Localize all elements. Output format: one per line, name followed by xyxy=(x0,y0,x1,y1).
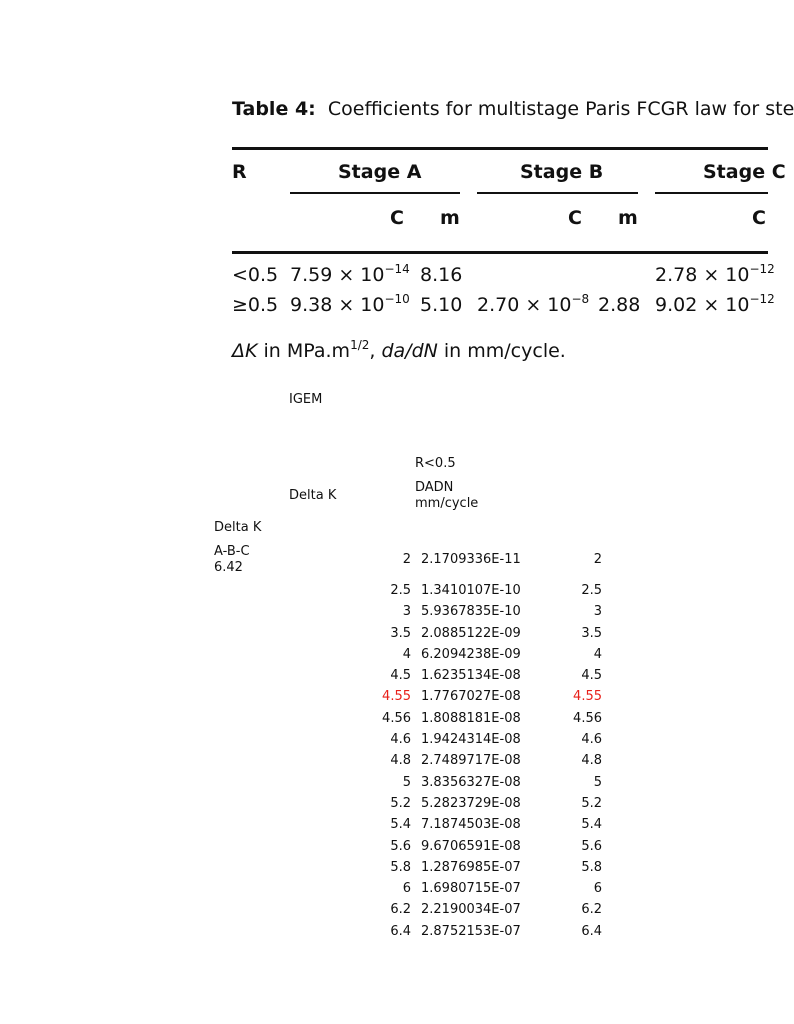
delta-k-repeat-cell: 2.5 xyxy=(581,583,602,598)
delta-k-cell: 5.8 xyxy=(390,860,411,875)
dadn-cell: 2.0885122E-09 xyxy=(421,626,521,641)
dadn-cell: 9.6706591E-08 xyxy=(421,839,521,854)
table-header-rule xyxy=(232,251,768,254)
header-b-c: C xyxy=(568,207,582,229)
delta-k-repeat-cell: 4.8 xyxy=(581,753,602,768)
dadn-cell: 1.7767027E-08 xyxy=(421,689,521,704)
delta-k-repeat-cell: 5.4 xyxy=(581,817,602,832)
delta-k-cell: 3 xyxy=(402,604,411,619)
stage-a-underline xyxy=(290,192,460,194)
row1-a-c: $7.59 \times 10^{-14}$ xyxy=(290,262,410,286)
dadn-cell: 5.9367835E-10 xyxy=(421,604,521,619)
table-caption xyxy=(232,98,794,120)
row2-a-m: 5.10 xyxy=(420,294,463,316)
caption-label: Table 4: xyxy=(232,98,316,120)
delta-k-cell: 2 xyxy=(402,552,411,567)
delta-k-repeat-cell: 6.2 xyxy=(581,902,602,917)
row2-a-c: $9.38 \times 10^{-10}$ xyxy=(290,292,410,316)
delta-k-cell: 4.5 xyxy=(390,668,411,683)
delta-k-cell: 3.5 xyxy=(390,626,411,641)
dadn-cell: 2.1709336E-11 xyxy=(421,552,521,567)
dadn-cell: 1.9424314E-08 xyxy=(421,732,521,747)
delta-k-repeat-cell: 2 xyxy=(593,552,602,567)
delta-k-cell: 4 xyxy=(402,647,411,662)
row2-c-c: $9.02 \times 10^{-12}$ xyxy=(655,292,775,316)
delta-k-cell: 4.55 xyxy=(382,689,411,704)
dadn-cell: 2.2190034E-07 xyxy=(421,902,521,917)
abc-label: A-B-C xyxy=(214,544,250,559)
header-stage-a: Stage A xyxy=(338,161,422,183)
dadn-cell: 5.2823729E-08 xyxy=(421,796,521,811)
header-a-c: C xyxy=(390,207,404,229)
caption-text: Coefficients for multistage Paris FCGR law for ste xyxy=(327,98,794,120)
delta-k-repeat-cell: 5.2 xyxy=(581,796,602,811)
delta-k-cell: 5.2 xyxy=(390,796,411,811)
dadn-cell: 2.8752153E-07 xyxy=(421,924,521,939)
delta-k-cell: 5.6 xyxy=(390,839,411,854)
igem-label: IGEM xyxy=(289,392,323,407)
delta-k-repeat-cell: 6.4 xyxy=(581,924,602,939)
dadn-header-line2: mm/cycle xyxy=(415,496,479,511)
stage-c-underline xyxy=(655,192,768,194)
delta-k-cell: 4.56 xyxy=(382,711,411,726)
header-stage-b: Stage B xyxy=(520,161,604,183)
r-label: R<0.5 xyxy=(415,456,456,471)
row1-c-c: $2.78 \times 10^{-12}$ xyxy=(655,262,775,286)
dadn-cell: 1.3410107E-10 xyxy=(421,583,521,598)
delta-k-repeat-cell: 5 xyxy=(593,775,602,790)
delta-k-repeat-cell: 3.5 xyxy=(581,626,602,641)
delta-k-side-label: Delta K xyxy=(214,520,262,535)
delta-k-cell: 4.6 xyxy=(390,732,411,747)
dadn-cell: 6.2094238E-09 xyxy=(421,647,521,662)
delta-k-repeat-cell: 5.6 xyxy=(581,839,602,854)
delta-k-repeat-cell: 4.5 xyxy=(581,668,602,683)
header-r: R xyxy=(232,161,247,183)
delta-k-repeat-cell: 3 xyxy=(593,604,602,619)
dadn-cell: 1.6980715E-07 xyxy=(421,881,521,896)
row1-a-m: 8.16 xyxy=(420,264,463,286)
delta-k-cell: 5.4 xyxy=(390,817,411,832)
delta-k-cell: 6.2 xyxy=(390,902,411,917)
header-b-m: m xyxy=(618,207,638,229)
delta-k-repeat-cell: 6 xyxy=(593,881,602,896)
delta-k-cell: 6 xyxy=(402,881,411,896)
dadn-cell: 2.7489717E-08 xyxy=(421,753,521,768)
row2-b-c: $2.70 \times 10^{-8}$ xyxy=(477,292,590,316)
row1-r: <0.5 xyxy=(232,264,279,286)
delta-k-repeat-cell: 4 xyxy=(593,647,602,662)
dadn-cell: 1.2876985E-07 xyxy=(421,860,521,875)
dadn-cell: 1.6235134E-08 xyxy=(421,668,521,683)
dadn-cell: 1.8088181E-08 xyxy=(421,711,521,726)
delta-k-cell: 4.8 xyxy=(390,753,411,768)
row2-r: ≥0.5 xyxy=(232,294,279,316)
dadn-header-line1: DADN xyxy=(415,480,454,495)
dadn-cell: 7.1874503E-08 xyxy=(421,817,521,832)
units-note: ΔK in $MPa.m^{1/2}$, da/dN in mm/cycle. xyxy=(232,338,566,362)
dadn-cell: 3.8356327E-08 xyxy=(421,775,521,790)
header-a-m: m xyxy=(440,207,460,229)
delta-k-cell: 6.4 xyxy=(390,924,411,939)
row2-b-m: 2.88 xyxy=(598,294,641,316)
header-stage-c: Stage C xyxy=(703,161,786,183)
table-top-rule xyxy=(232,147,768,150)
delta-k-repeat-cell: 4.6 xyxy=(581,732,602,747)
delta-k-header: Delta K xyxy=(289,488,337,503)
delta-k-repeat-cell: 5.8 xyxy=(581,860,602,875)
delta-k-repeat-cell: 4.56 xyxy=(573,711,602,726)
stage-b-underline xyxy=(477,192,638,194)
header-c-c: C xyxy=(752,207,766,229)
delta-k-cell: 2.5 xyxy=(390,583,411,598)
delta-k-repeat-cell: 4.55 xyxy=(573,689,602,704)
delta-k-cell: 5 xyxy=(402,775,411,790)
abc-value: 6.42 xyxy=(214,560,243,575)
